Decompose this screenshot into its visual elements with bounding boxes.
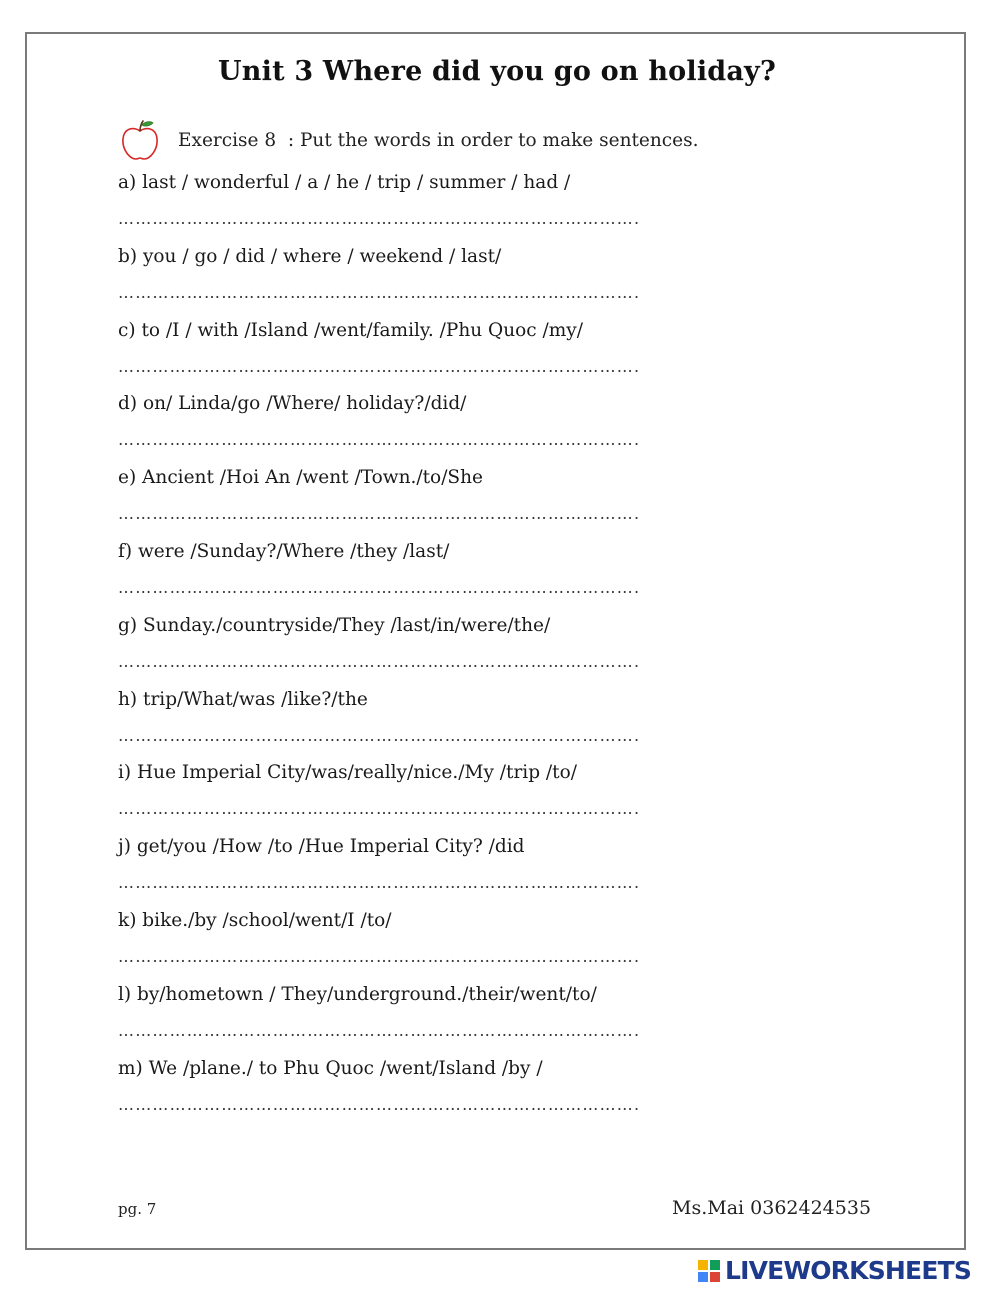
item-prompt: i) Hue Imperial City/was/really/nice./My /trip /to/ (118, 762, 577, 784)
answer-line[interactable]: ………………………………………………………………………………. (118, 1020, 641, 1040)
item-prompt: h) trip/What/was /like?/the (118, 688, 368, 710)
item-prompt: e) Ancient /Hoi An /went /Town./to/She (118, 467, 483, 489)
apple-icon (118, 118, 162, 162)
page-title: Unit 3 Where did you go on holiday? (218, 56, 776, 87)
answer-line[interactable]: ………………………………………………………………………………. (118, 873, 641, 893)
answer-line[interactable]: ………………………………………………………………………………. (118, 578, 641, 597)
answer-line[interactable]: ………………………………………………………………………………. (118, 725, 641, 745)
author-contact: Ms.Mai 0362424535 (672, 1197, 872, 1219)
exercise-item (118, 614, 718, 672)
answer-line[interactable]: ………………………………………………………………………………. (118, 430, 641, 450)
exercise-item (118, 540, 718, 598)
liveworksheets-brand[interactable] (697, 1257, 971, 1285)
item-prompt: j) get/you /How /to /Hue Imperial City? /did (118, 836, 525, 858)
exercise-item (118, 392, 718, 450)
answer-line[interactable]: ………………………………………………………………………………. (118, 1094, 641, 1114)
exercise-item (118, 1057, 718, 1115)
item-prompt: d) on/ Linda/go /Where/ holiday?/did/ (118, 393, 467, 415)
exercise-item (118, 835, 718, 893)
exercise-item (118, 983, 718, 1041)
exercise-item (118, 319, 718, 377)
answer-line[interactable]: ………………………………………………………………………………. (118, 947, 641, 966)
exercise-item (118, 909, 718, 967)
exercise-item (118, 761, 718, 819)
item-prompt: f) were /Sunday?/Where /they /last/ (118, 541, 450, 562)
item-prompt: l) by/hometown / They/underground./their/went/to/ (118, 983, 597, 1005)
item-prompt: b) you / go / did / where / weekend / last/ (118, 245, 502, 267)
answer-line[interactable]: ………………………………………………………………………………. (118, 504, 641, 524)
item-prompt: g) Sunday./countryside/They /last/in/were/the/ (118, 614, 551, 636)
answer-line[interactable]: ………………………………………………………………………………. (118, 651, 641, 671)
item-prompt: m) We /plane./ to Phu Quoc /went/Island /by / (118, 1057, 543, 1079)
item-prompt: c) to /I / with /Island /went/family. /Phu Quoc /my/ (118, 319, 583, 341)
liveworksheets-logo-icon (697, 1259, 721, 1283)
exercise-item (118, 466, 718, 524)
exercise-header (118, 118, 698, 162)
brand-name: LIVEWORKSHEETS (725, 1256, 972, 1285)
answer-line[interactable]: ………………………………………………………………………………. (118, 209, 641, 228)
exercise-instructions: Exercise 8 : Put the words in order to make sentences. (178, 129, 699, 151)
item-prompt: k) bike./by /school/went/I /to/ (118, 910, 392, 931)
answer-line[interactable]: ………………………………………………………………………………. (118, 282, 641, 302)
answer-line[interactable]: ………………………………………………………………………………. (118, 799, 641, 819)
page-number: pg. 7 (118, 1200, 157, 1218)
item-prompt: a) last / wonderful / a / he / trip / summer / had / (118, 172, 571, 193)
answer-line[interactable]: ………………………………………………………………………………. (118, 356, 641, 376)
exercise-item (118, 245, 718, 303)
exercise-item (118, 171, 718, 229)
exercise-item (118, 688, 718, 746)
